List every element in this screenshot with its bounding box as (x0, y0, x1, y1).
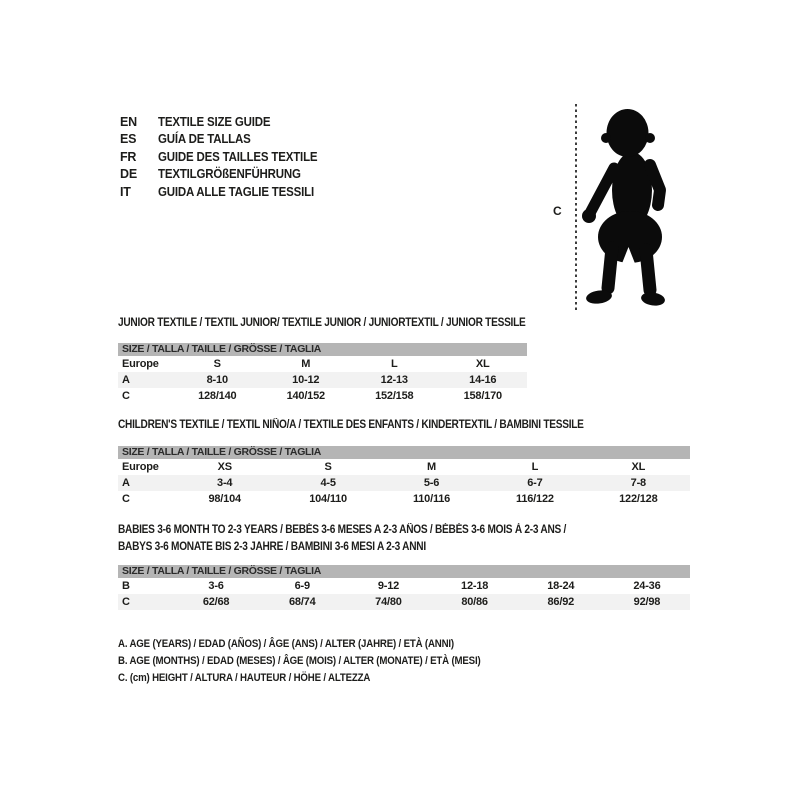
table-size-header: SIZE / TALLA / TAILLE / GRÖSSE / TAGLIA (118, 565, 690, 578)
table-cell: XL (631, 461, 646, 473)
table-row (118, 388, 527, 404)
row-label: B (122, 580, 130, 592)
children-table-title: CHILDREN'S TEXTILE / TEXTIL NIÑO/A / TEXTILE DES ENFANTS / KINDERTEXTIL / BAMBINI TESSILE (118, 419, 584, 431)
footnote-a: A. AGE (YEARS) / EDAD (AÑOS) / ÂGE (ANS) / ALTER (JAHRE) / ETÀ (ANNI) (118, 638, 454, 650)
language-title: GUÍA DE TALLAS (158, 132, 251, 147)
table-cell: 3-6 (208, 580, 224, 592)
row-label: A (122, 477, 130, 489)
language-code: EN (120, 115, 137, 129)
babies-table-title-line1: BABIES 3-6 MONTH TO 2-3 YEARS / BEBÉS 3-6 MESES A 2-3 AÑOS / BÉBÉS 3-6 MOIS À 2-3 ANS / (118, 524, 567, 536)
table-cell: 86/92 (547, 596, 575, 608)
table-size-header: SIZE / TALLA / TAILLE / GRÖSSE / TAGLIA (118, 446, 690, 459)
table-cell: 62/68 (202, 596, 230, 608)
table-cell: 116/122 (516, 493, 554, 505)
table-cell: S (213, 358, 221, 370)
language-code: ES (120, 132, 137, 147)
table-cell: 3-4 (217, 477, 233, 489)
footnotes (118, 636, 530, 688)
table-cell: 92/98 (633, 596, 661, 608)
table-cell: 80/86 (461, 596, 488, 608)
language-list (120, 114, 331, 201)
table-cell: 10-12 (292, 374, 320, 386)
language-code: IT (120, 184, 131, 199)
table-cell: 98/104 (208, 493, 241, 505)
table-cell: L (531, 461, 539, 473)
language-code: DE (120, 167, 137, 182)
height-measure-label: C (553, 204, 562, 218)
table-cell: 122/128 (619, 493, 658, 505)
table-cell: 24-36 (633, 580, 661, 592)
table-cell: 152/158 (375, 390, 414, 402)
table-size-header: SIZE / TALLA / TAILLE / GRÖSSE / TAGLIA (118, 343, 527, 356)
row-label: C (122, 390, 130, 402)
table-row (118, 578, 690, 594)
junior-size-table (118, 343, 527, 404)
baby-silhouette-icon (581, 98, 699, 313)
table-row (118, 356, 527, 372)
language-code: FR (120, 149, 137, 164)
table-cell: 7-8 (630, 477, 646, 489)
row-label: A (122, 374, 130, 386)
height-measure-line (575, 104, 577, 310)
babies-size-table (118, 565, 690, 610)
language-title: TEXTILE SIZE GUIDE (158, 115, 271, 129)
row-label: C (122, 596, 130, 608)
footnote-b: B. AGE (MONTHS) / EDAD (MESES) / ÂGE (MOIS) / ALTER (MONATE) / ETÀ (MESI) (118, 655, 481, 668)
table-cell: 9-12 (377, 580, 400, 592)
table-cell: XS (217, 461, 232, 473)
table-cell: 140/152 (286, 390, 325, 402)
table-cell: 6-9 (294, 580, 310, 592)
table-cell: 8-10 (206, 374, 228, 386)
language-title: GUIDA ALLE TAGLIE TESSILI (158, 184, 314, 199)
language-row-es (120, 131, 331, 148)
row-label: Europe (122, 358, 159, 370)
language-row-en (120, 114, 331, 131)
baby-silhouette-shapes (582, 109, 666, 307)
language-row-it (120, 184, 331, 201)
babies-table-title-line2: BABYS 3-6 MONATE BIS 2-3 JAHRE / BAMBINI 3-6 MESI A 2-3 ANNI (118, 541, 426, 553)
language-row-de (120, 166, 331, 183)
table-cell: M (301, 358, 311, 370)
table-cell: 12-18 (461, 580, 489, 592)
table-cell: L (390, 358, 398, 370)
language-title: GUIDE DES TAILLES TEXTILE (158, 149, 318, 164)
table-cell: 4-5 (320, 477, 336, 489)
table-cell: 158/170 (463, 390, 502, 402)
row-label: Europe (122, 461, 159, 473)
table-cell: 18-24 (547, 580, 575, 592)
table-cell: XL (475, 358, 490, 370)
baby-figure (545, 88, 710, 326)
children-size-table (118, 446, 690, 507)
table-cell: 14-16 (469, 374, 497, 386)
table-cell: 110/116 (412, 493, 451, 505)
table-cell: 74/80 (375, 596, 402, 608)
table-row (118, 372, 527, 388)
junior-table-title: JUNIOR TEXTILE / TEXTIL JUNIOR/ TEXTILE JUNIOR / JUNIORTEXTIL / JUNIOR TESSILE (118, 317, 526, 329)
table-cell: M (427, 461, 436, 473)
table-cell: 104/110 (309, 493, 347, 505)
table-cell: S (324, 461, 332, 473)
language-title: TEXTILGRÖßENFÜHRUNG (158, 167, 301, 182)
table-row (118, 475, 690, 491)
row-label: C (122, 493, 130, 505)
table-cell: 5-6 (423, 477, 440, 489)
language-row-fr (120, 149, 331, 166)
table-row (118, 594, 690, 610)
table-cell: 6-7 (527, 477, 543, 489)
footnote-c: C. (cm) HEIGHT / ALTURA / HAUTEUR / HÖHE / ALTEZZA (118, 672, 371, 685)
table-cell: 68/74 (288, 596, 316, 608)
table-cell: 12-13 (380, 374, 408, 386)
table-row (118, 491, 690, 507)
table-row (118, 459, 690, 475)
table-cell: 128/140 (198, 390, 237, 402)
